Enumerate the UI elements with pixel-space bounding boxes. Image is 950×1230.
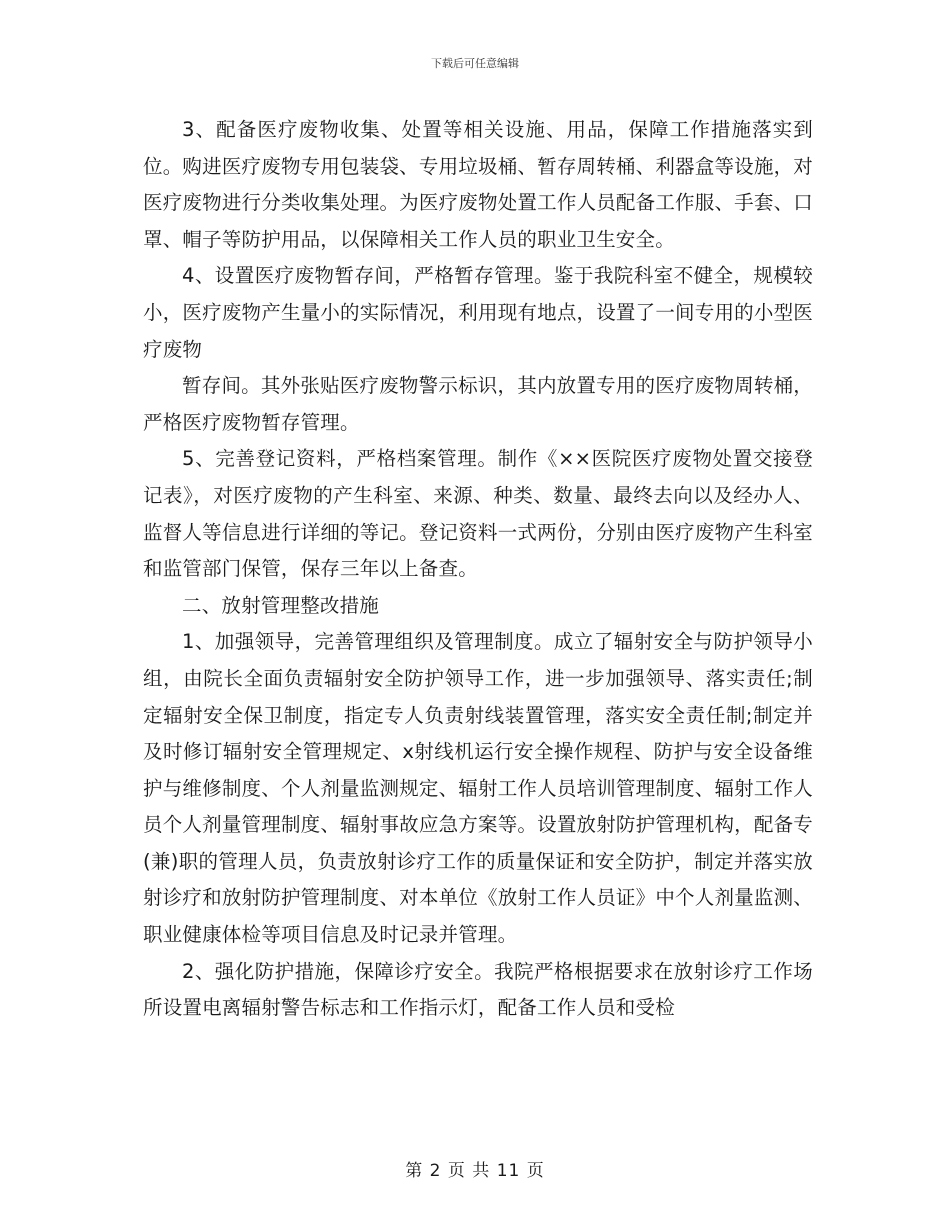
page-number: 第 2 页 共 11 页 [405, 1161, 545, 1181]
paragraph-5: 1、加强领导，完善管理组织及管理制度。成立了辐射安全与防护领导小组，由院长全面负责辐射安全防护领导工作，进一步加强领导、落实责任;制定辐射安全保卫制度，指定专人负责射线装置管理，落实安全责任制;制定并及时修订辐射安全管理规定、x射线机运行安全操作规程、防护与安全设备维护与维修制度、个人剂量监测规定、辐射工作人员培训管理制度、辐射工作人员个人剂量管理制度、辐射事故应急方案等。设置放射防护管理机构，配备专(兼)职的管理人员，负责放射诊疗工作的质量保证和安全防护，制定并落实放射诊疗和放射防护管理制度、对本单位《放射工作人员证》中个人剂量监测、职业健康体检等项目信息及时记录并管理。 [143, 630, 813, 947]
paragraph-4: 5、完善登记资料，严格档案管理。制作《××医院医疗废物处置交接登记表》，对医疗废物的产生科室、来源、种类、数量、最终去向以及经办人、监督人等信息进行详细的等记。登记资料一式两份，分别由医疗废物产生科室和监管部门保管，保存三年以上备查。 [143, 447, 813, 581]
paragraph-6: 2、强化防护措施，保障诊疗安全。我院严格根据要求在放射诊疗工作场所设置电离辐射警告标志和工作指示灯，配备工作人员和受检 [143, 959, 813, 1020]
paragraph-1: 3、配备医疗废物收集、处置等相关设施、用品，保障工作措施落实到位。购进医疗废物专用包装袋、专用垃圾桶、暂存周转桶、利器盒等设施，对医疗废物进行分类收集处理。为医疗废物处置工作人员配备工作服、手套、口罩、帽子等防护用品，以保障相关工作人员的职业卫生安全。 [143, 118, 813, 251]
paragraph-2: 4、设置医疗废物暂存间，严格暂存管理。鉴于我院科室不健全，规模较小，医疗废物产生量小的实际情况，利用现有地点，设置了一间专用的小型医疗废物 [143, 264, 813, 361]
header-note: 下载后可任意编辑 [431, 57, 519, 70]
document-body [143, 112, 813, 1027]
section-heading: 二、放射管理整改措施 [182, 593, 380, 617]
paragraph-3: 暂存间。其外张贴医疗废物警示标识，其内放置专用的医疗废物周转桶，严格医疗废物暂存管理。 [143, 374, 813, 434]
